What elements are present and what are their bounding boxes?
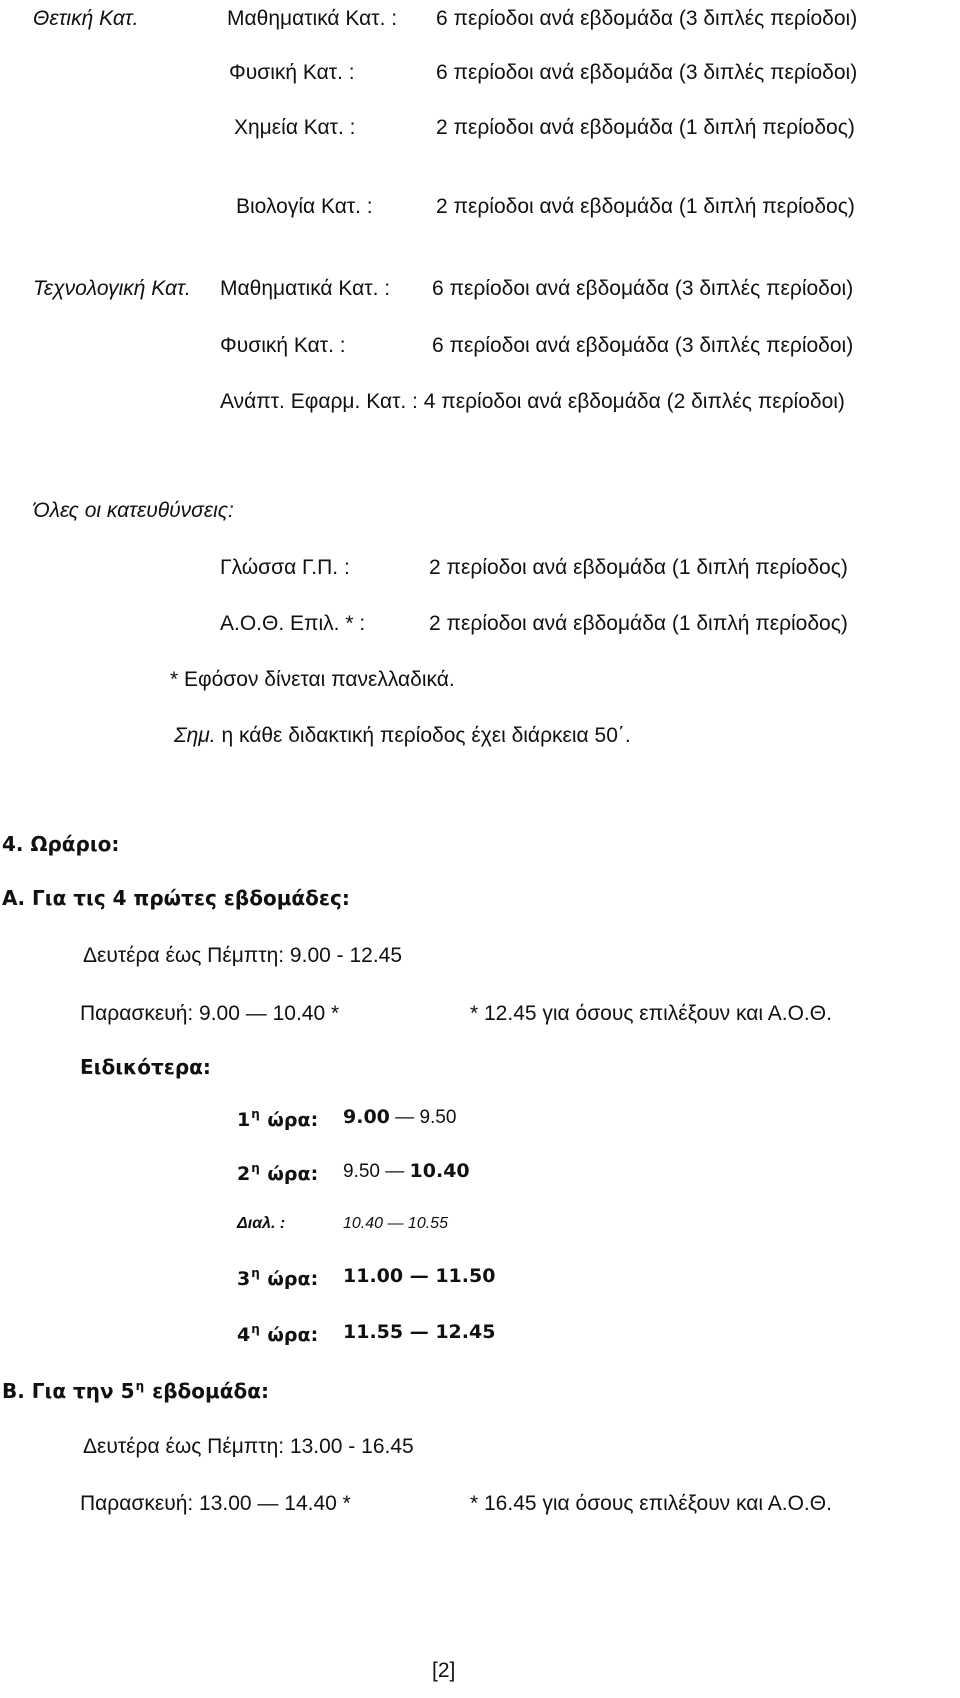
note-text: η κάθε διδακτική περίοδος έχει διάρκεια 50΄.	[221, 724, 631, 747]
hour-2: $2^\eta$ ώρα:	[237, 1161, 319, 1185]
technological-subject-2: Φυσική Κατ. :	[220, 334, 346, 357]
technological-periods-1: 6 περίοδοι ανά εβδομάδα (3 διπλές περίοδοι)	[432, 277, 854, 300]
all-directions-heading: Όλες οι κατευθύνσεις:	[33, 499, 234, 522]
note-label: Σημ.	[174, 724, 216, 747]
theoretical-periods-2: 6 περίοδοι ανά εβδομάδα (3 διπλές περίοδοι)	[436, 61, 858, 84]
all-subject-1: Γλώσσα Γ.Π. :	[220, 556, 350, 579]
section-b-heading: Β. Για την $5^\eta$ εβδομάδα:	[2, 1379, 269, 1403]
all-subject-2: Α.Ο.Θ. Επιλ. * :	[220, 612, 366, 635]
theoretical-subject-1: Μαθηματικά Κατ. :	[227, 7, 398, 30]
section-a-friday: Παρασκευή: 9.00 — 10.40 *	[80, 1002, 340, 1025]
timetable-heading: 4. Ωράριο:	[2, 832, 120, 856]
break-time: 10.40 — 10.55	[343, 1215, 448, 1232]
hour-4: $4^\eta$ ώρα:	[237, 1322, 319, 1346]
duration-note	[174, 725, 631, 746]
break-label: Διαλ. :	[237, 1215, 286, 1232]
theoretical-subject-2: Φυσική Κατ. :	[229, 61, 355, 84]
page-number: [2]	[432, 1659, 456, 1682]
hour-2-time: 9.50 — 10.40	[343, 1160, 470, 1182]
theoretical-subject-3: Χημεία Κατ. :	[234, 116, 356, 139]
section-b-friday-note: * 16.45 για όσους επιλέξουν και Α.Ο.Θ.	[470, 1492, 832, 1515]
all-periods-1: 2 περίοδοι ανά εβδομάδα (1 διπλή περίοδος)	[429, 556, 848, 579]
hour-1: $1^\eta$ ώρα:	[237, 1107, 319, 1131]
theoretical-periods-1: 6 περίοδοι ανά εβδομάδα (3 διπλές περίοδοι)	[436, 7, 858, 30]
footnote: * Εφόσον δίνεται πανελλαδικά.	[170, 668, 455, 691]
section-a-heading: Α. Για τις 4 πρώτες εβδομάδες:	[2, 886, 350, 910]
theoretical-subject-4: Βιολογία Κατ. :	[236, 195, 373, 218]
technological-periods-2: 6 περίοδοι ανά εβδομάδα (3 διπλές περίοδοι)	[432, 334, 854, 357]
hour-4-time: 11.55 — 12.45	[343, 1321, 496, 1343]
technological-subject-1: Μαθηματικά Κατ. :	[220, 277, 391, 300]
section-a-friday-note: * 12.45 για όσους επιλέξουν και Α.Ο.Θ.	[470, 1002, 832, 1025]
theoretical-periods-3: 2 περίοδοι ανά εβδομάδα (1 διπλή περίοδος)	[436, 116, 855, 139]
technological-category: Τεχνολογική Κατ.	[33, 277, 191, 300]
specifically-heading: Ειδικότερα:	[80, 1055, 211, 1079]
hour-1-time: 9.00 — 9.50	[343, 1106, 457, 1128]
hour-3: $3^\eta$ ώρα:	[237, 1266, 319, 1290]
section-a-weekdays: Δευτέρα έως Πέμπτη: 9.00 - 12.45	[83, 944, 403, 967]
hour-3-time: 11.00 — 11.50	[343, 1265, 496, 1287]
section-b-weekdays: Δευτέρα έως Πέμπτη: 13.00 - 16.45	[83, 1435, 414, 1458]
technological-extra: Ανάπτ. Εφαρμ. Κατ. : 4 περίοδοι ανά εβδομάδα (2 διπλές περίοδοι)	[220, 390, 845, 413]
section-b-friday: Παρασκευή: 13.00 — 14.40 *	[80, 1492, 351, 1515]
theoretical-periods-4: 2 περίοδοι ανά εβδομάδα (1 διπλή περίοδος)	[436, 195, 855, 218]
all-periods-2: 2 περίοδοι ανά εβδομάδα (1 διπλή περίοδος)	[429, 612, 848, 635]
theoretical-category: Θετική Κατ.	[33, 7, 139, 30]
